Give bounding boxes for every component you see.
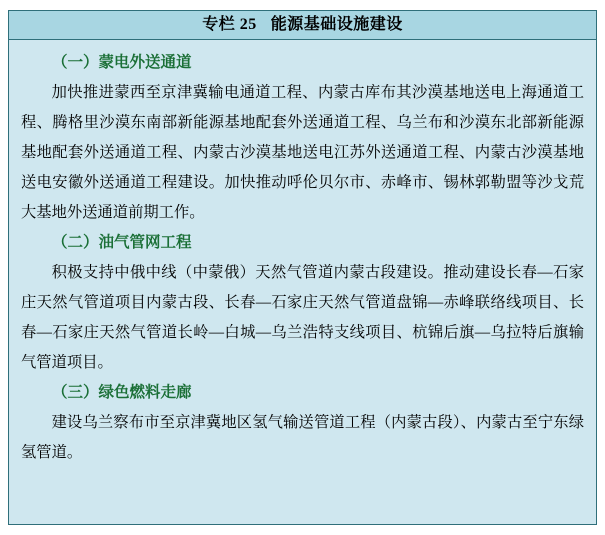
section-paragraph-1: 加快推进蒙西至京津冀输电通道工程、内蒙古库布其沙漠基地送电上海通道工程、腾格里沙漠东南部新能源基地配套外送通道工程、乌兰布和沙漠东北部新能源基地配套外送通道工程、内蒙古沙漠基地送电江苏外送通道工程、内蒙古沙漠基地送电安徽外送通道工程建设。加快推动呼伦贝尔市、赤峰市、锡林郭勒盟等沙戈荒大基地外送通道前期工作。 — [21, 84, 584, 221]
section-heading-2: （二）油气管网工程 — [52, 234, 192, 251]
feature-box — [8, 10, 597, 525]
box-header — [9, 11, 596, 40]
box-number: 专栏 25 — [202, 16, 257, 33]
box-body — [9, 40, 596, 468]
section-heading-3: （三）绿色燃料走廊 — [52, 384, 192, 401]
section-heading-1: （一）蒙电外送通道 — [52, 54, 192, 71]
box-title: 能源基础设施建设 — [270, 16, 403, 33]
section-paragraph-3: 建设乌兰察布市至京津冀地区氢气输送管道工程（内蒙古段）、内蒙古至宁东绿氢管道。 — [21, 414, 584, 461]
section-paragraph-2: 积极支持中俄中线（中蒙俄）天然气管道内蒙古段建设。推动建设长春—石家庄天然气管道项目内蒙古段、长春—石家庄天然气管道盘锦—赤峰联络线项目、长春—石家庄天然气管道长岭—白城—乌兰浩特支线项目、杭锦后旗—乌拉特后旗输气管道项目。 — [21, 264, 584, 371]
